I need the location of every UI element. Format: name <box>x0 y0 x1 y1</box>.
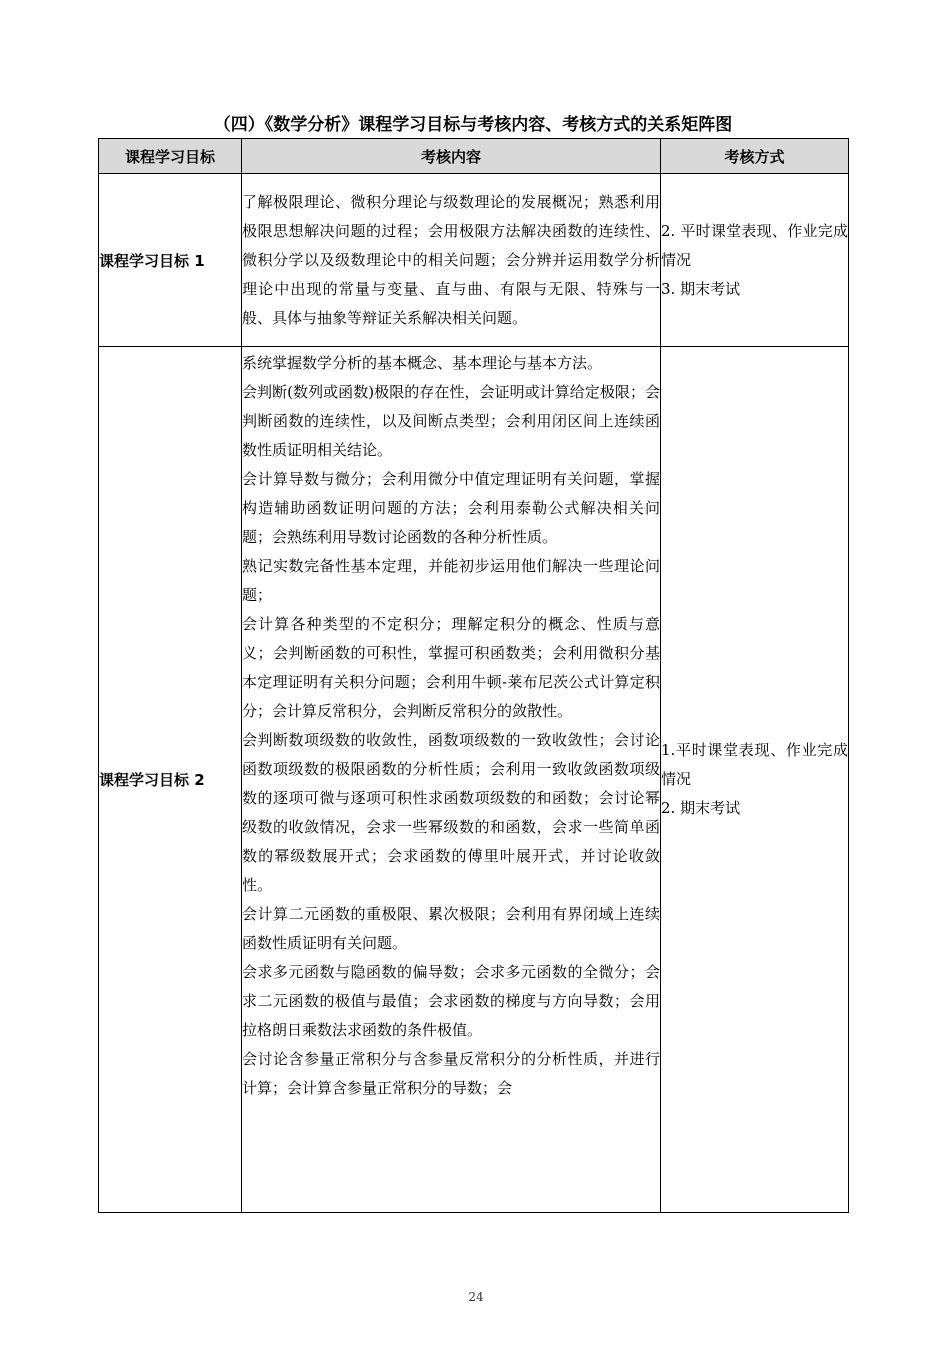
method-item: 2. 平时课堂表现、作业完成情况 <box>661 221 848 269</box>
content-paragraph: 会计算各种类型的不定积分；理解定积分的概念、性质与意义；会判断函数的可积性，掌握可积函数类；会利用微积分基本定理证明有关积分问题；会利用牛顿-莱布尼茨公式计算定积分；会计算反常积分，会判断反常积分的敛散性。 <box>242 614 660 720</box>
goal-cell: 课程学习目标 2 <box>99 347 242 1213</box>
method-cell <box>661 347 849 1213</box>
content-paragraph: 会讨论含参量正常积分与含参量反常积分的分析性质，并进行计算；会计算含参量正常积分的导数；会 <box>242 1049 660 1097</box>
header-content: 考核内容 <box>242 139 661 174</box>
content-paragraph: 会判断(数列或函数)极限的存在性，会证明或计算给定极限；会判断函数的连续性，以及间断点类型；会利用闭区间上连续函数性质证明相关结论。 <box>242 382 660 459</box>
method-item: 1.平时课堂表现、作业完成情况 <box>661 741 848 788</box>
content-paragraph: 熟记实数完备性基本定理，并能初步运用他们解决一些理论问题； <box>242 556 660 604</box>
table-row <box>99 174 849 347</box>
table-row <box>99 347 849 1213</box>
method-cell <box>661 174 849 347</box>
content-cell <box>242 347 661 1213</box>
content-paragraph: 会计算二元函数的重极限、累次极限；会利用有界闭域上连续函数性质证明有关问题。 <box>242 904 660 952</box>
content-paragraph: 会计算导数与微分；会利用微分中值定理证明有关问题，掌握构造辅助函数证明问题的方法；会利用泰勒公式解决相关问题；会熟练利用导数讨论函数的各种分析性质。 <box>242 469 660 546</box>
header-method: 考核方式 <box>661 139 849 174</box>
content-paragraph: 会求多元函数与隐函数的偏导数；会求多元函数的全微分；会求二元函数的极值与最值；会求函数的梯度与方向导数；会用拉格朗日乘数法求函数的条件极值。 <box>242 962 660 1039</box>
method-item: 2. 期末考试 <box>661 799 741 817</box>
table-header-row <box>99 139 849 174</box>
content-paragraph: 会判断数项级数的收敛性，函数项级数的一致收敛性；会讨论函数项级数的极限函数的分析性质；会利用一致收敛函数项级数的逐项可微与逐项可积性求函数项级数的和函数；会讨论幂级数的收敛情况，会求一些幂级数的和函数，会求一些简单函数的幂级数展开式；会求函数的傅里叶展开式，并讨论收敛性。 <box>242 730 660 894</box>
content-paragraph: 了解极限理论、微积分理论与级数理论的发展概况；熟悉利用极限思想解决问题的过程；会用极限方法解决函数的连续性、微积分学以及级数理论中的相关问题；会分辨并运用数学分析理论中出现的常量与变量、直与曲、有限与无限、特殊与一般、具体与抽象等辩证关系解决相关问题。 <box>242 192 660 327</box>
content-paragraph: 系统掌握数学分析的基本概念、基本理论与基本方法。 <box>242 353 603 372</box>
relation-matrix-table <box>98 138 849 1213</box>
header-goal: 课程学习目标 <box>99 139 242 174</box>
method-item: 3. 期末考试 <box>661 279 741 298</box>
page-title: （四）《数学分析》课程学习目标与考核内容、考核方式的关系矩阵图 <box>213 115 733 135</box>
goal-cell: 课程学习目标 1 <box>99 174 242 347</box>
page-number: 24 <box>468 1290 484 1304</box>
content-cell <box>242 174 661 347</box>
